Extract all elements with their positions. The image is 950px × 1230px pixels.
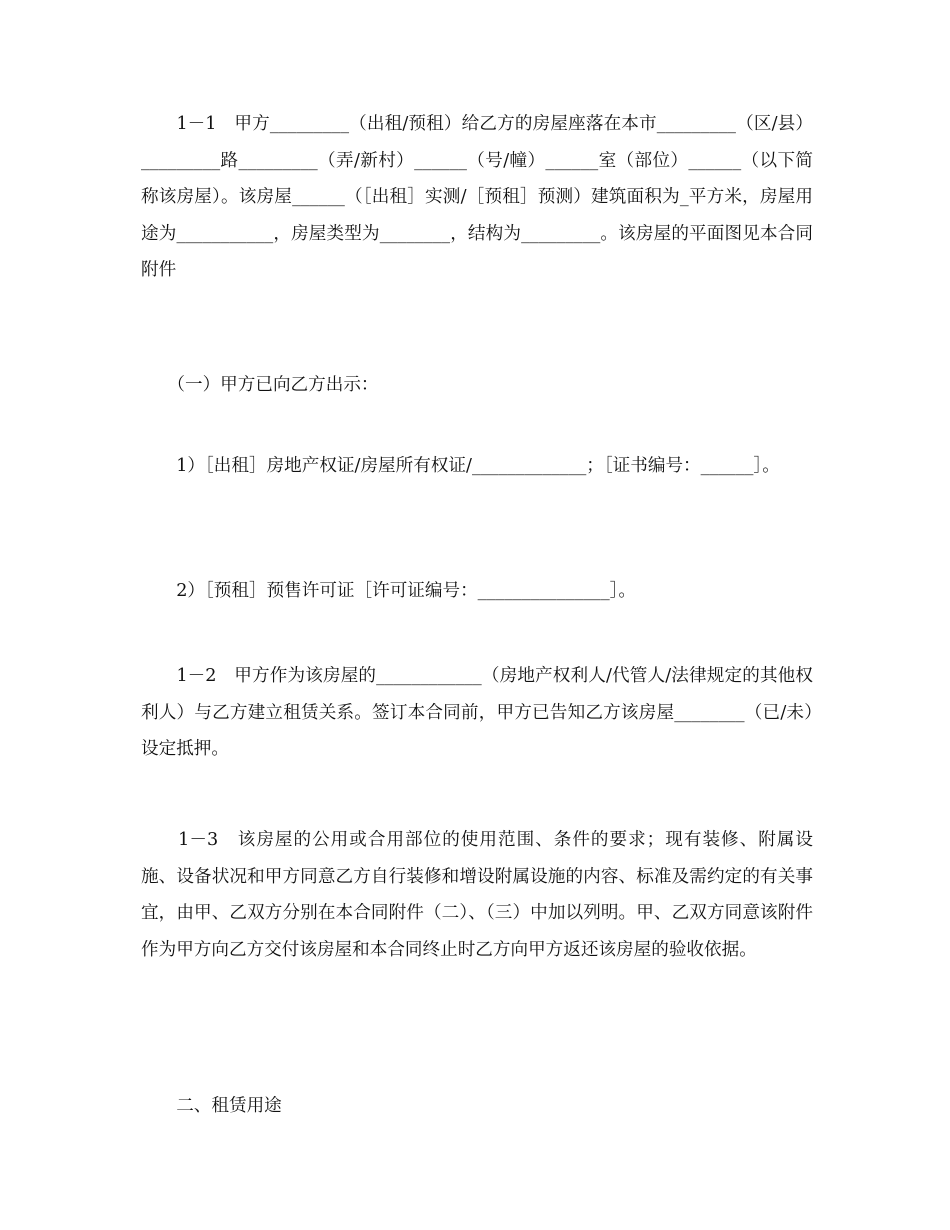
- clause-1-2-paragraph: 1－2 甲方作为该房屋的____________（房地产权利人/代管人/法律规定的其他权利人）与乙方建立租赁关系。签订本合同前，甲方已告知乙方该房屋________（已/未）设定抵押。: [141, 666, 813, 759]
- clause-1-1-paragraph: 1－1 甲方_________（出租/预租）给乙方的房屋座落在本市_________（区/县）_________路_________（弄/新村）______（号/幢）______室（部位）______（以下简称该房屋）。该房屋______（［出租］实测/［预租］预测）建筑面积为_平方米，房屋用途为___________，房屋类型为________，结构为_________。该房屋的平面图见本合同附件: [141, 114, 813, 280]
- section-2-heading: 二、租赁用途: [141, 1096, 282, 1116]
- section-1-heading: （一）甲方已向乙方出示：: [141, 375, 379, 395]
- clause-1-3-paragraph: 1－3 该房屋的公用或合用部位的使用范围、条件的要求；现有装修、附属设施、设备状况和甲方同意乙方自行装修和增设附属设施的内容、标准及需约定的有关事宜，由甲、乙双方分别在本合同附件（二）、（三）中加以列明。甲、乙双方同意该附件作为甲方向乙方交付该房屋和本合同终止时乙方向甲方返还该房屋的验收依据。: [141, 830, 813, 960]
- item-2-paragraph: 2）［预租］预售许可证［许可证编号：_______________］。: [141, 581, 637, 601]
- item-1-paragraph: 1）［出租］房地产权证/房屋所有权证/_____________；［证书编号：______］。: [141, 456, 780, 476]
